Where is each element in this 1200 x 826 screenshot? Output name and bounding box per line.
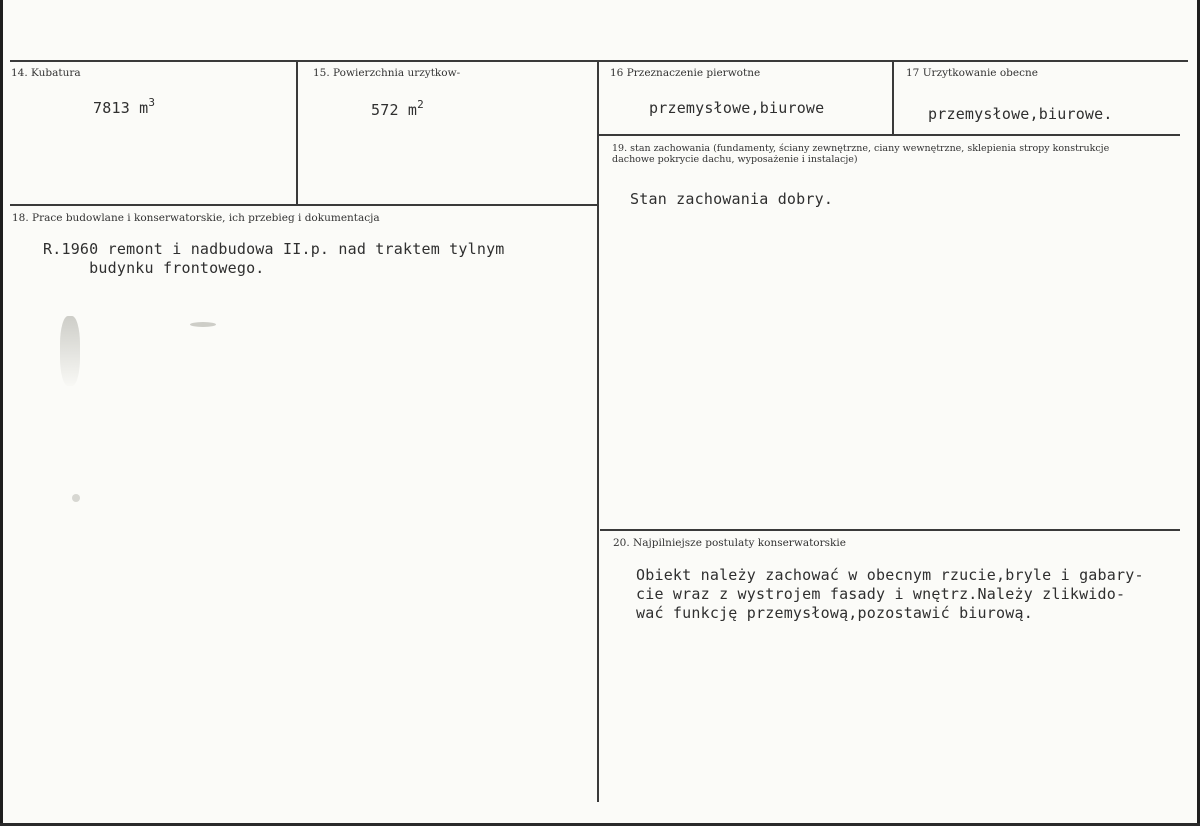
paper-stain xyxy=(60,316,80,386)
field-14-value: 7813 $m^3$ xyxy=(93,96,156,117)
top-rule xyxy=(10,60,1188,62)
paper-stain xyxy=(72,494,80,502)
field-16-label: 16 Przeznaczenie pierwotne xyxy=(610,67,761,79)
field-20-value: Obiekt należy zachować w obecnym rzucie,bryle i gabary- cie wraz z wystrojem fasady i wnętrz.Należy zlikwido- wać funkcję przemysłową,pozostawić biurową. xyxy=(636,566,1144,622)
field-15-value: 572 $m^2$ xyxy=(371,98,424,119)
center-divider xyxy=(597,62,599,802)
field-19-label: 19. stan zachowania (fundamenty, ściany zewnętrzne, ciany wewnętrzne, sklepienia stropy konstrukcje dachowe pokrycie dachu, wyposażenie i instalacje) xyxy=(612,143,1110,165)
field-18-value: R.1960 remont i nadbudowa II.p. nad traktem tylnym budynku frontowego. xyxy=(43,240,505,277)
field-17-value: przemysłowe,biurowe. xyxy=(928,105,1113,123)
field-17-label: 17 Urzytkowanie obecne xyxy=(906,67,1038,79)
field-20-label: 20. Najpilniejsze postulaty konserwatorskie xyxy=(613,537,846,549)
paper-stain xyxy=(190,322,216,327)
field-16-value: przemysłowe,biurowe xyxy=(649,99,825,117)
field-14-label: 14. Kubatura xyxy=(11,67,81,79)
card-left-border xyxy=(0,0,3,826)
rule-above-18 xyxy=(10,204,598,206)
field-15-label: 15. Powierzchnia urzytkow- xyxy=(313,67,461,79)
field-18-label: 18. Prace budowlane i konserwatorskie, ich przebieg i dokumentacja xyxy=(12,212,380,224)
rule-above-20 xyxy=(600,529,1180,531)
field-19-value: Stan zachowania dobry. xyxy=(630,190,834,208)
divider-14-15 xyxy=(296,62,298,204)
rule-above-19 xyxy=(598,134,1180,136)
divider-16-17 xyxy=(892,62,894,134)
